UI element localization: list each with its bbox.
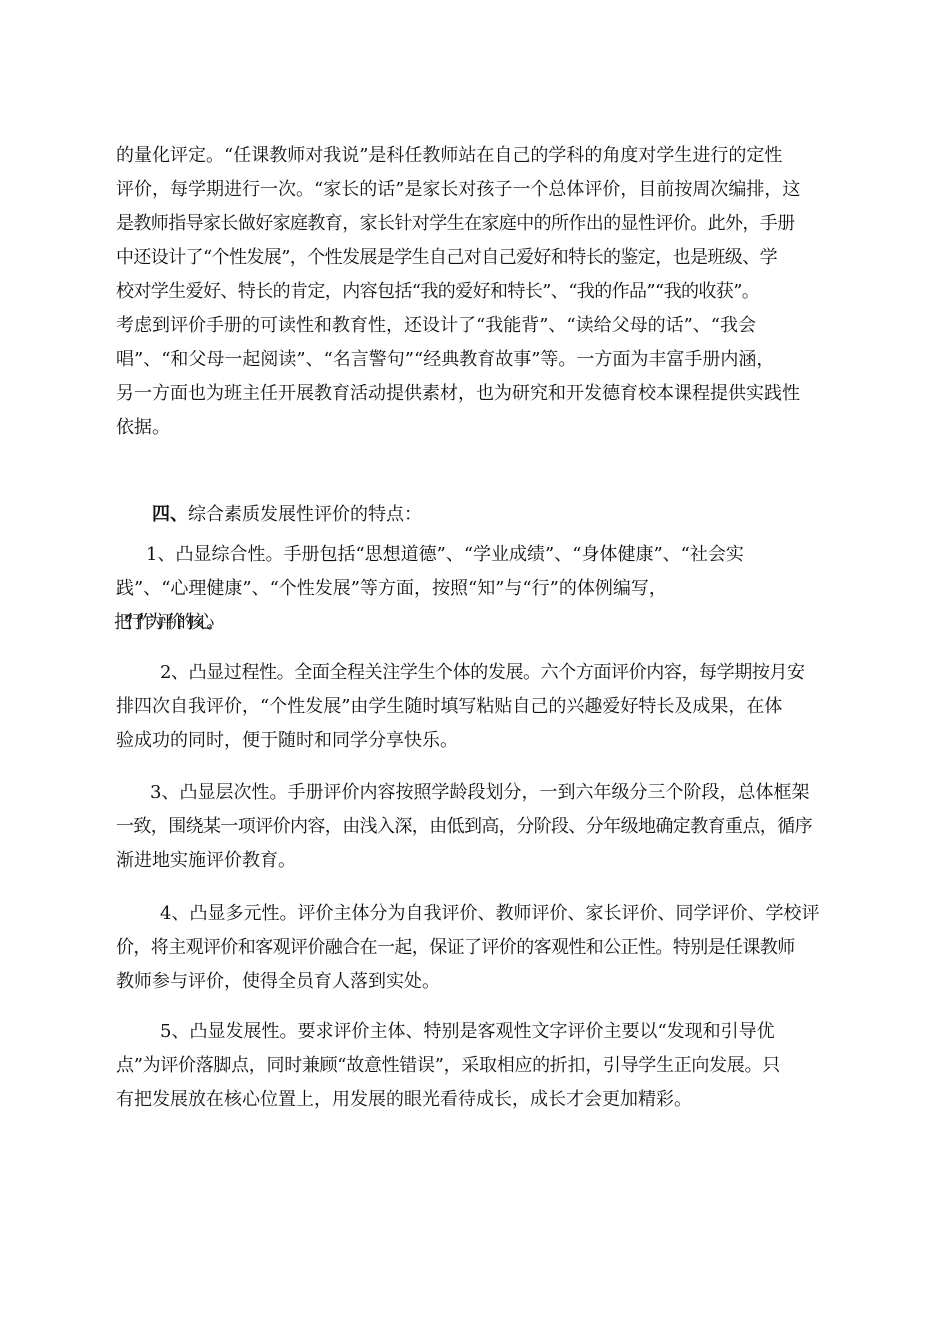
text-line: 2、凸显过程性。全面全程关注学生个体的发展。六个方面评价内容，每学期按月安 xyxy=(160,662,805,683)
text-line: 价，将主观评价和客观评价融合在一起，保证了评价的客观性和公正性。特别是任课教师 xyxy=(116,937,795,958)
text-line: 排四次自我评价，“个性发展”由学生随时填写粘贴自己的兴趣爱好特长及成果，在体 xyxy=(116,696,783,717)
item-3-paragraph xyxy=(116,776,838,878)
text-line: 5、凸显发展性。要求评价主体、特别是客观性文字评价主要以“发现和引导优 xyxy=(160,1021,775,1042)
item-5-paragraph xyxy=(116,1015,838,1117)
text-line: 是教师指导家长做好家庭教育，家长针对学生在家庭中的所作出的显性评价。此外，手册 xyxy=(116,213,795,234)
text-line: 的量化评定。“任课教师对我说”是科任教师站在自己的学科的角度对学生进行的定性 xyxy=(116,145,783,166)
item-4-paragraph xyxy=(116,897,838,999)
text-line: 评价，每学期进行一次。“家长的话”是家长对孩子一个总体评价，目前按周次编排，这 xyxy=(116,179,801,200)
item-1-paragraph xyxy=(116,538,838,640)
item-2-paragraph xyxy=(116,656,838,758)
section-heading xyxy=(152,498,838,532)
intro-paragraph xyxy=(116,139,838,445)
text-line: 把“行”作为评价的核心。 xyxy=(114,612,217,633)
text-line: 验成功的同时，便于随时和同学分享快乐。 xyxy=(116,730,458,751)
section-number: 四、 xyxy=(152,504,188,525)
text-line: 渐进地实施评价教育。 xyxy=(116,850,296,871)
text-line: 另一方面也为班主任开展教育活动提供素材，也为研究和开发德育校本课程提供实践性 xyxy=(116,383,800,404)
text-line: 一致，围绕某一项评价内容，由浅入深，由低到高，分阶段、分年级地确定教育重点，循序 xyxy=(116,816,812,837)
text-line: 3、凸显层次性。手册评价内容按照学龄段划分，一到六年级分三个阶段，总体框架 xyxy=(150,782,810,803)
text-line: 教师参与评价，使得全员育人落到实处。 xyxy=(116,971,440,992)
text-line: 4、凸显多元性。评价主体分为自我评价、教师评价、家长评价、同学评价、学校评 xyxy=(160,903,820,924)
text-line: 依据。 xyxy=(116,417,170,438)
section-title: 综合素质发展性评价的特点： xyxy=(188,504,422,525)
text-line: 有把发展放在核心位置上，用发展的眼光看待成长，成长才会更加精彩。 xyxy=(116,1089,692,1110)
text-line: 中还设计了“个性发展”，个性发展是学生自己对自己爱好和特长的鉴定，也是班级、学 xyxy=(116,247,778,268)
text-line: 唱”、“和父母一起阅读”、“名言警句”“经典教育故事”等。一方面为丰富手册内涵， xyxy=(116,349,775,370)
text-line: 践”、“心理健康”、“个性发展”等方面，按照“知”与“行”的体例编写， xyxy=(116,578,667,599)
text-line: 1、凸显综合性。手册包括“思想道德”、“学业成绩”、“身体健康”、“社会实 xyxy=(146,544,744,565)
text-line: 考虑到评价手册的可读性和教育性，还设计了“我能背”、“读给父母的话”、“我会 xyxy=(116,315,757,336)
text-line: 点”为评价落脚点，同时兼顾“故意性错误”，采取相应的折扣，引导学生正向发展。只 xyxy=(116,1055,780,1076)
text-line: 校对学生爱好、特长的肯定，内容包括“我的爱好和特长”、“我的作品”“我的收获”。 xyxy=(116,281,760,302)
